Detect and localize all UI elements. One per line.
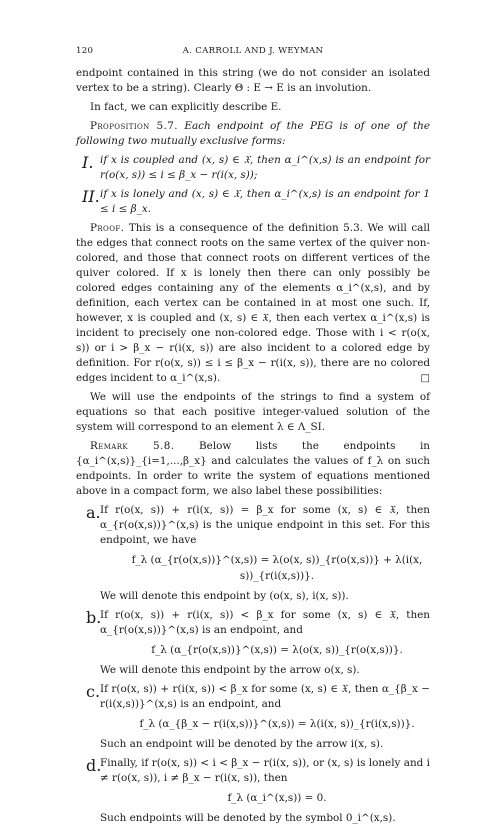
- case-after: We will denote this endpoint by (o(x, s), i(x, s)).: [100, 590, 349, 602]
- proof: [76, 221, 430, 386]
- remark-text: Below lists the endpoints in {α_i^(x,s)}_{i=1,...,β_x} and calculates the values of f_λ on such endpoints. In order to write the system of equations mentioned above in a compact form, we also label these possibilities:: [76, 440, 430, 497]
- case-after: Such endpoints will be denoted by the symbol 0_i^(x,s).: [100, 812, 396, 824]
- remark: [76, 439, 430, 499]
- case-text: If r(o(x, s)) + r(i(x, s)) = β_x for some (x, s) ∈ 𝔛, then α_{r(o(x,s))}^(x,s) is the unique endpoint in this set. For this endpoint, we have: [100, 504, 430, 546]
- item-label: I.: [82, 153, 94, 172]
- item-text: if x is coupled and (x, s) ∈ 𝔛, then α_i^(x,s) is an endpoint for r(o(x, s)) ≤ i ≤ β_x − r(i(x, s));: [100, 154, 430, 181]
- case-equation: f_λ (α_{r(o(x,s))}^(x,s)) = λ(o(x, s))_{r(o(x,s))}.: [151, 644, 403, 656]
- case-item: [76, 682, 430, 752]
- page-header: [76, 46, 430, 60]
- case-label: b.: [86, 608, 102, 627]
- case-equation: f_λ (α_{β_x − r(i(x,s))}^(x,s)) = λ(i(x, s))_{r(i(x,s))}.: [139, 718, 415, 730]
- proof-text: This is a consequence of the definition 5.3. We will call the edges that connect roots on the same vertex of the quiver non-colored, and those that connect roots on different vertices of the quiver colored. If x is lonely then there can only possibly be colored edges containing any of the elements α_i^(x,s), and by definition, each vertex can be contained in at most one such. If, however, x is coupled and (x, s) ∈ 𝔛, then each vertex α_i^(x,s) is incident to precisely one non-colored edge. Those with i < r(o(x, s)) or i > β_x − r(i(x, s)) are also incident to a colored edge by definition. For r(o(x, s)) ≤ i ≤ β_x − r(i(x, s)), there are no colored edges incident to α_i^(x,s).: [76, 222, 431, 384]
- item-text: if x is lonely and (x, s) ∈ 𝔛, then α_i^(x,s) is an endpoint for 1 ≤ i ≤ β_x.: [100, 188, 430, 215]
- case-after: We will denote this endpoint by the arrow o(x, s).: [100, 664, 360, 676]
- proposition-item: [76, 153, 430, 183]
- case-label: d.: [86, 756, 102, 775]
- case-label: a.: [86, 503, 101, 522]
- paragraph-describe: In fact, we can explicitly describe E.: [90, 101, 282, 113]
- case-text: Finally, if r(o(x, s)) < i < β_x − r(i(x, s)), or (x, s) is lonely and i ≠ r(o(x, s)), i ≠ β_x − r(i(x, s)), then: [100, 757, 430, 784]
- case-item: [76, 608, 430, 678]
- proposition-text: Each endpoint of the PEG is of one of the following two mutually exclusive forms:: [76, 120, 430, 147]
- proposition-label: Proposition 5.7.: [90, 120, 178, 132]
- item-label: II.: [82, 187, 100, 206]
- paragraph-system: We will use the endpoints of the strings to find a system of equations so that each positive integer-valued solution of the system will correspond to an element λ ∈ Λ_SI.: [76, 391, 430, 433]
- proposition-item: [76, 187, 430, 217]
- running-title: A. CARROLL AND J. WEYMAN: [182, 46, 324, 56]
- case-text: If r(o(x, s)) + r(i(x, s)) < β_x for some (x, s) ∈ 𝔛, then α_{β_x − r(i(x,s))}^(x,s) is an endpoint, and: [100, 683, 430, 710]
- case-after: Such an endpoint will be denoted by the arrow i(x, s).: [100, 738, 384, 750]
- case-equation: f_λ (α_i^(x,s)) = 0.: [227, 792, 327, 804]
- qed-symbol: □: [420, 373, 430, 384]
- case-equation: f_λ (α_{r(o(x,s))}^(x,s)) = λ(o(x, s))_{r(o(x,s))} + λ(i(x, s))_{r(i(x,s))}.: [131, 554, 423, 582]
- case-label: c.: [86, 682, 101, 701]
- page-body: [76, 66, 430, 830]
- case-text: If r(o(x, s)) + r(i(x, s)) < β_x for some (x, s) ∈ 𝔛, then α_{r(o(x,s))}^(x,s) is an endpoint, and: [100, 609, 430, 636]
- paragraph-intro: endpoint contained in this string (we do not consider an isolated vertex to be a string). Clearly Θ : E → E is an involution.: [76, 67, 430, 94]
- proposition: [76, 119, 430, 149]
- proof-label: Proof.: [90, 222, 125, 234]
- remark-label: Remark 5.8.: [90, 440, 175, 452]
- page-number: 120: [76, 46, 94, 56]
- case-item: [76, 503, 430, 604]
- case-item: [76, 756, 430, 826]
